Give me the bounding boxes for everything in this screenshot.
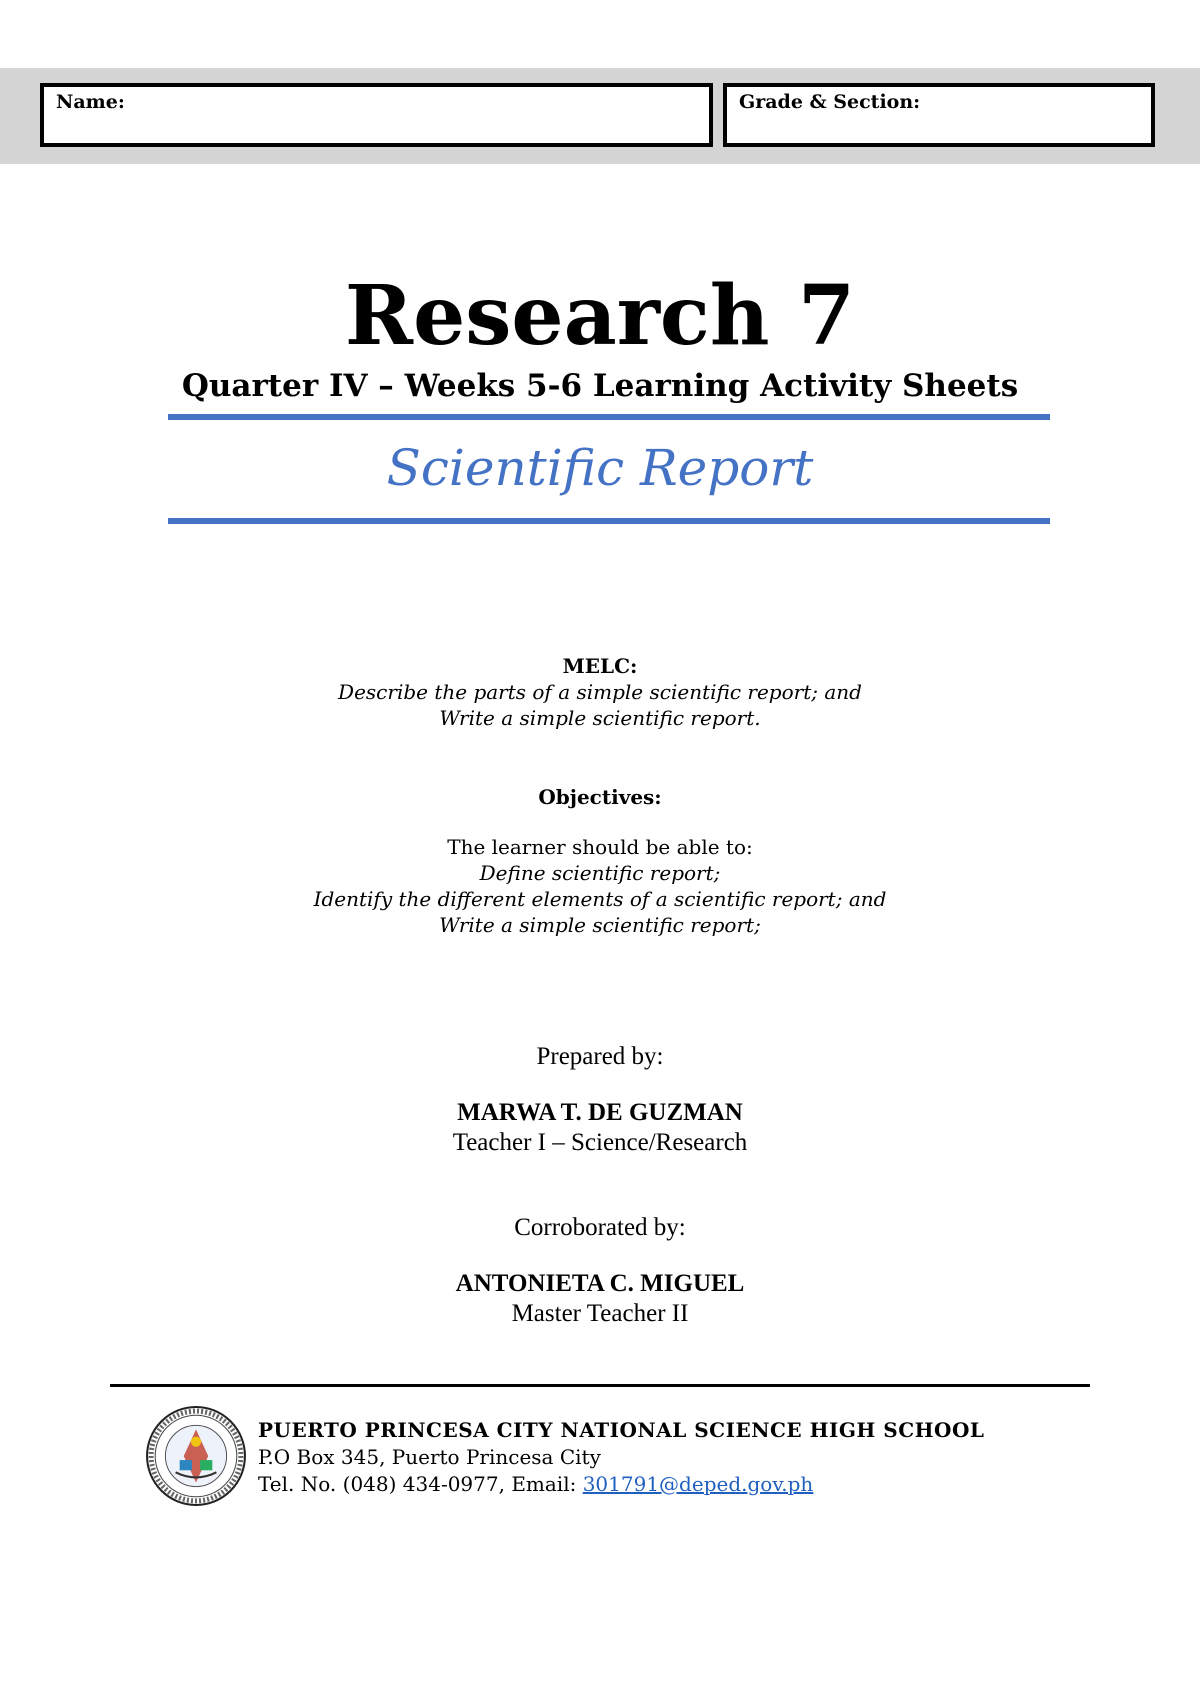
school-name: PUERTO PRINCESA CITY NATIONAL SCIENCE HIGH SCHOOL bbox=[258, 1418, 985, 1442]
grade-section-field[interactable] bbox=[723, 83, 1155, 147]
name-label: Name: bbox=[56, 91, 125, 113]
top-divider bbox=[168, 414, 1050, 420]
melc-line: Describe the parts of a simple scientific report; and bbox=[338, 680, 862, 704]
melc-heading: MELC: bbox=[562, 654, 638, 678]
email-link[interactable]: 301791@deped.gov.ph bbox=[582, 1472, 814, 1496]
school-info bbox=[258, 1417, 1118, 1498]
corroborated-label: Corroborated by: bbox=[514, 1214, 686, 1241]
page-title: Research 7 bbox=[344, 268, 856, 364]
preparer-position: Teacher I – Science/Research bbox=[452, 1129, 748, 1156]
corroborator-name: ANTONIETA C. MIGUEL bbox=[455, 1270, 745, 1297]
objectives-intro: The learner should be able to: bbox=[447, 835, 753, 859]
preparer-name: MARWA T. DE GUZMAN bbox=[457, 1099, 743, 1126]
objective-item: Identify the different elements of a scientific report; and bbox=[313, 887, 887, 911]
footer-divider bbox=[110, 1384, 1090, 1387]
objectives-heading: Objectives: bbox=[538, 785, 662, 809]
school-contact bbox=[258, 1471, 1118, 1498]
contact-text: Tel. No. (048) 434-0977, Email: bbox=[258, 1472, 583, 1496]
page-subtitle: Quarter IV – Weeks 5-6 Learning Activity Sheets bbox=[181, 368, 1019, 404]
objectives-section bbox=[0, 784, 1200, 938]
corroborator-position: Master Teacher II bbox=[511, 1300, 689, 1327]
name-field[interactable] bbox=[40, 83, 713, 147]
school-address: P.O Box 345, Puerto Princesa City bbox=[258, 1445, 601, 1469]
objective-item: Write a simple scientific report; bbox=[439, 913, 761, 937]
topic-title: Scientific Report bbox=[386, 439, 814, 497]
prepared-label: Prepared by: bbox=[536, 1043, 664, 1070]
grade-section-label: Grade & Section: bbox=[739, 91, 921, 113]
school-seal-icon bbox=[145, 1405, 247, 1507]
melc-section bbox=[0, 653, 1200, 731]
prepared-by-section bbox=[0, 1042, 1200, 1158]
corroborated-by-section bbox=[0, 1213, 1200, 1329]
objective-item: Define scientific report; bbox=[479, 861, 721, 885]
bottom-divider bbox=[168, 518, 1050, 524]
melc-line: Write a simple scientific report. bbox=[439, 706, 761, 730]
